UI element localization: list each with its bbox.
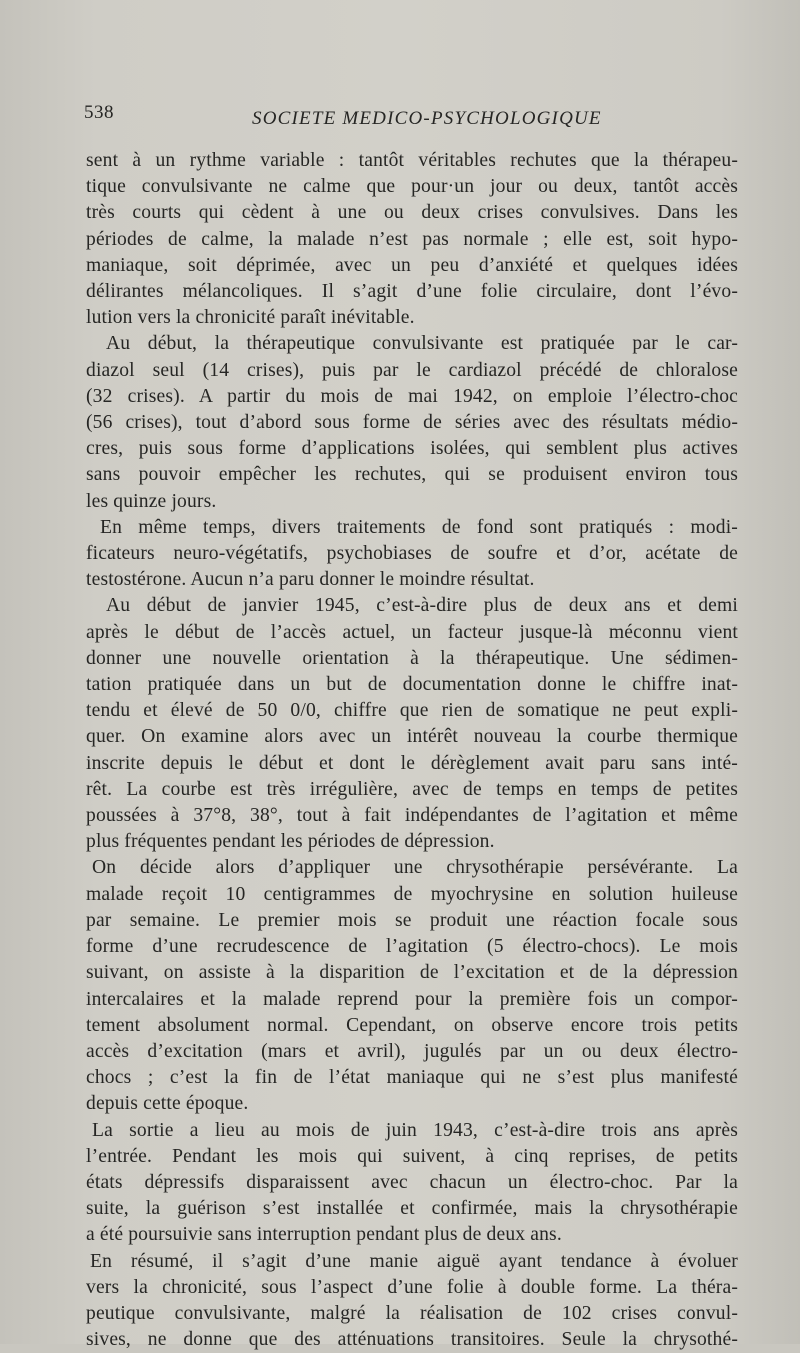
text-line: lution vers la chronicité paraît inévitable. [86, 307, 415, 329]
text-line: On décide alors d’appliquer une chrysothérapie persévérante. La [92, 857, 738, 879]
text-line: inscrite depuis le début et dont le dérèglement avait paru sans inté- [86, 752, 738, 774]
text-line: Au début de janvier 1945, c’est-à-dire plus de deux ans et demi [106, 595, 738, 617]
text-line: depuis cette époque. [86, 1093, 249, 1115]
text-line: états dépressifs disparaissent avec chacun un électro-choc. Par la [86, 1171, 738, 1193]
text-line: quer. On examine alors avec un intérêt nouveau la courbe thermique [86, 726, 738, 748]
text-line: suite, la guérison s’est installée et confirmée, mais la chrysothérapie [86, 1198, 738, 1220]
text-line: diazol seul (14 crises), puis par le cardiazol précédé de chloralose [86, 359, 738, 381]
page-header [84, 100, 744, 132]
text-line: tique convulsivante ne calme que pour·un jour ou deux, tantôt accès [86, 176, 738, 198]
text-line: sans pouvoir empêcher les rechutes, qui se produisent environ tous [86, 464, 738, 486]
text-line: En résumé, il s’agit d’une manie aiguë ayant tendance à évoluer [90, 1250, 738, 1272]
text-line: chocs ; c’est la fin de l’état maniaque qui ne s’est plus manifesté [86, 1067, 738, 1089]
text-line: rêt. La courbe est très irrégulière, avec de temps en temps de petites [86, 778, 738, 800]
running-title: SOCIETE MEDICO-PSYCHOLOGIQUE [252, 108, 602, 129]
text-line: sent à un rythme variable : tantôt véritables rechutes que la thérapeu- [86, 150, 738, 171]
text-line: peutique convulsivante, malgré la réalisation de 102 crises convul- [86, 1302, 738, 1324]
text-line: par semaine. Le premier mois se produit une réaction focale sous [86, 909, 738, 931]
text-line: périodes de calme, la malade n’est pas normale ; elle est, soit hypo- [86, 228, 738, 250]
text-line: Au début, la thérapeutique convulsivante est pratiquée par le car- [106, 333, 738, 355]
body-text [86, 148, 738, 1353]
text-line: plus fréquentes pendant les périodes de dépression. [86, 831, 495, 853]
text-line: suivant, on assiste à la disparition de l’excitation et de la dépression [86, 962, 738, 984]
text-line: ficateurs neuro-végétatifs, psychobiases de soufre et d’or, acétate de [86, 543, 738, 565]
text-line: tement absolument normal. Cependant, on observe encore trois petits [86, 1014, 738, 1036]
text-line: tation pratiquée dans un but de documentation donne le chiffre inat- [86, 674, 738, 696]
text-line: cres, puis sous forme d’applications isolées, qui semblent plus actives [86, 438, 738, 460]
text-line: poussées à 37°8, 38°, tout à fait indépendantes de l’agitation et même [86, 805, 738, 827]
text-line: après le début de l’accès actuel, un facteur jusque-là méconnu vient [86, 621, 738, 643]
text-line: intercalaires et la malade reprend pour la première fois un compor- [86, 988, 738, 1010]
text-line: vers la chronicité, sous l’aspect d’une folie à double forme. La théra- [86, 1276, 738, 1298]
text-line: forme d’une recrudescence de l’agitation (5 électro-chocs). Le mois [86, 936, 738, 958]
text-line: (56 crises), tout d’abord sous forme de séries avec des résultats médio- [86, 412, 738, 434]
text-line: donner une nouvelle orientation à la thérapeutique. Une sédimen- [86, 647, 738, 669]
text-line: l’entrée. Pendant les mois qui suivent, à cinq reprises, de petits [86, 1145, 738, 1167]
text-line: malade reçoit 10 centigrammes de myochrysine en solution huileuse [86, 883, 738, 905]
text-line: sives, ne donne que des atténuations transitoires. Seule la chrysothé- [86, 1329, 738, 1351]
text-line: maniaque, soit déprimée, avec un peu d’anxiété et quelques idées [86, 254, 738, 276]
text-line: les quinze jours. [86, 490, 217, 512]
text-line: délirantes mélancoliques. Il s’agit d’une folie circulaire, dont l’évo- [86, 281, 738, 303]
text-line: tendu et élevé de 50 0/0, chiffre que rien de somatique ne peut expli- [86, 700, 738, 722]
text-line: testostérone. Aucun n’a paru donner le moindre résultat. [86, 569, 535, 591]
text-line: La sortie a lieu au mois de juin 1943, c’est-à-dire trois ans après [92, 1119, 738, 1141]
text-line: accès d’excitation (mars et avril), jugulés par un ou deux électro- [86, 1040, 738, 1062]
page-number: 538 [84, 102, 114, 123]
text-line: très courts qui cèdent à une ou deux crises convulsives. Dans les [86, 202, 738, 224]
text-line: En même temps, divers traitements de fond sont pratiqués : modi- [100, 516, 738, 538]
text-line: (32 crises). A partir du mois de mai 1942, on emploie l’électro-choc [86, 385, 738, 407]
text-line: a été poursuivie sans interruption pendant plus de deux ans. [86, 1224, 562, 1246]
